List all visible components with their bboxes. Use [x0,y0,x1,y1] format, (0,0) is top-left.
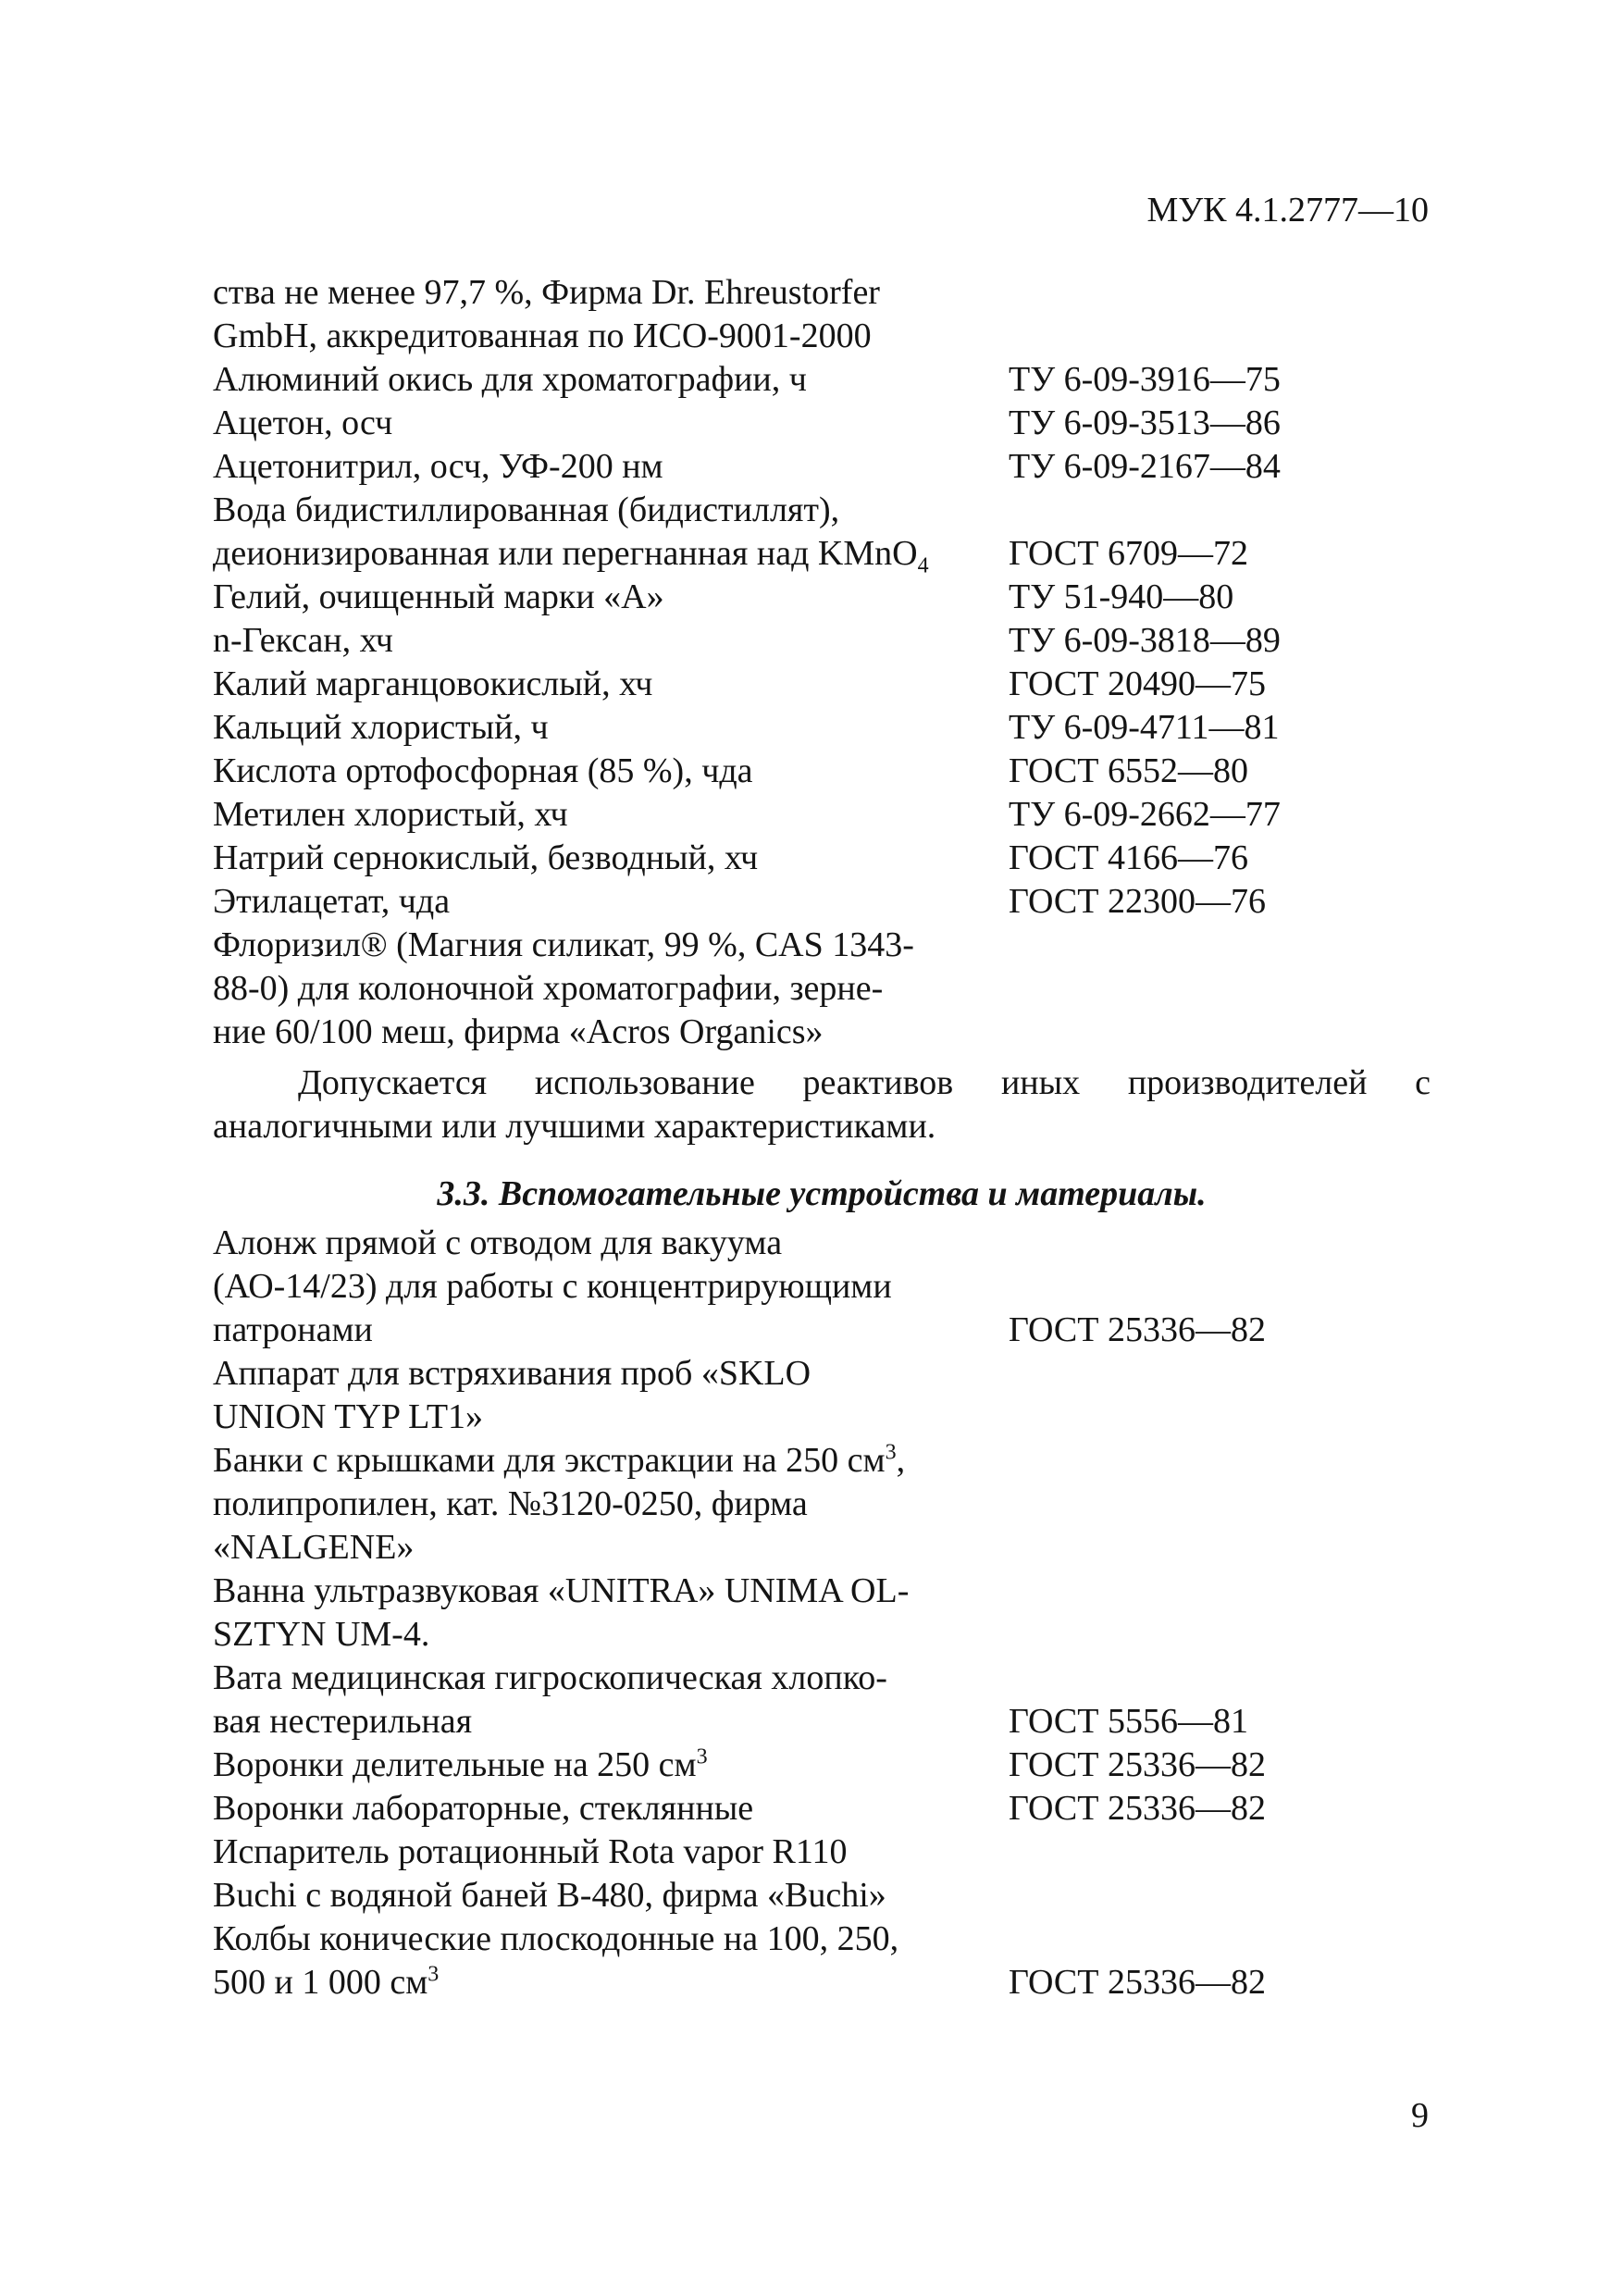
equipment-line [213,1439,1434,1483]
equipment-line [213,1222,1434,1265]
reagent-standard: ГОСТ 22300—76 [1009,882,1266,921]
reagent-line [213,706,1434,750]
equipment-line [213,1700,1434,1744]
equipment-line [213,1483,1434,1526]
reagent-name: Кислота ортофосфорная (85 %), чда [213,751,753,790]
reagent-line [213,619,1434,663]
equipment-name: Алонж прямой с отводом для вакуума [213,1223,783,1262]
equipment-name-with-superscript [213,1439,905,1483]
reagents-list [213,271,1434,1054]
equipment-line [213,1352,1434,1396]
trailing-punctuation: , [896,1441,906,1480]
reagent-line [213,576,1434,619]
reagent-standard: ГОСТ 6552—80 [1009,751,1248,790]
reagent-line [213,793,1434,837]
reagent-standard: ГОСТ 4166—76 [1009,838,1248,877]
reagent-line [213,663,1434,706]
reagent-name: n-Гексан, хч [213,621,393,660]
reagent-name: Ацетон, осч [213,403,393,442]
equipment-name: Банки с крышками для экстракции на 250 см [213,1441,886,1480]
reagent-name: ние 60/100 меш, фирма «Acros Organics» [213,1012,824,1051]
reagent-standard: ГОСТ 20490—75 [1009,664,1266,703]
reagent-name: Вода бидистиллированная (бидистиллят), [213,490,840,529]
reagent-name-with-subscript [213,532,929,576]
equipment-line [213,1961,1434,2004]
reagent-name: Алюминий окись для хроматографии, ч [213,360,807,399]
reagent-line [213,880,1434,924]
equipment-list [213,1222,1434,2004]
reagent-line [213,924,1434,967]
reagent-name: Флоризил® (Магния силикат, 99 %, CAS 1343- [213,925,914,964]
equipment-name-with-superscript [213,1961,439,2004]
equipment-name: Аппарат для встряхивания проб «SKLO [213,1354,812,1393]
reagent-name: Ацетонитрил, осч, УФ-200 нм [213,447,663,486]
equipment-line [213,1526,1434,1570]
equipment-name: 500 и 1 000 см [213,1963,428,2002]
reagent-standard: ТУ 6-09-3513—86 [1009,403,1281,442]
equipment-name: «NALGENE» [213,1528,415,1567]
reagent-standard: ТУ 6-09-2167—84 [1009,447,1281,486]
equipment-name: вая нестерильная [213,1702,473,1741]
reagent-name: Гелий, очищенный марки «А» [213,577,664,616]
subscript: 4 [917,553,929,578]
equipment-name: полипропилен, кат. №3120-0250, фирма [213,1484,808,1523]
reagent-standard: ТУ 6-09-3916—75 [1009,360,1281,399]
equipment-name: Колбы конические плоскодонные на 100, 250, [213,1919,899,1958]
reagent-name: Натрий сернокислый, безводный, хч [213,838,759,877]
equipment-line [213,1265,1434,1309]
equipment-standard: ГОСТ 25336—82 [1009,1310,1266,1349]
equipment-name: Buchi с водяной баней B-480, фирма «Buchi» [213,1876,886,1915]
equipment-line [213,1744,1434,1787]
equipment-name: Воронки делительные на 250 см [213,1745,697,1784]
equipment-name: (АО-14/23) для работы с концентрирующими [213,1267,892,1306]
equipment-name: Испаритель ротационный Rota vapor R110 [213,1832,848,1871]
reagent-standard: ТУ 51-940—80 [1009,577,1234,616]
equipment-standard: ГОСТ 25336—82 [1009,1789,1266,1828]
reagent-line [213,271,1434,315]
reagent-standard: ГОСТ 6709—72 [1009,534,1248,573]
equipment-line [213,1570,1434,1613]
reagent-line [213,837,1434,880]
reagent-line [213,445,1434,489]
equipment-line [213,1396,1434,1439]
reagents-note-paragraph: Допускается использование реактивов иных производителей с аналогичными или лучшими характеристиками. [213,1063,1431,1146]
equipment-line [213,1309,1434,1352]
reagent-line [213,1011,1434,1054]
reagent-name: ства не менее 97,7 %, Фирма Dr. Ehreustorfer [213,273,880,312]
equipment-standard: ГОСТ 25336—82 [1009,1963,1266,2002]
equipment-name: Воронки лабораторные, стеклянные [213,1789,754,1828]
page-number: 9 [1411,2096,1429,2135]
equipment-name: UNION TYP LT1» [213,1397,484,1436]
equipment-name: SZTYN UM-4. [213,1615,430,1654]
superscript: 3 [427,1962,440,1987]
reagent-line [213,532,1434,576]
equipment-name: Ванна ультразвуковая «UNITRA» UNIMA OL- [213,1571,910,1610]
reagent-line [213,402,1434,445]
reagent-standard: ТУ 6-09-4711—81 [1009,708,1280,747]
equipment-line [213,1917,1434,1961]
equipment-line [213,1657,1434,1700]
reagent-line [213,315,1434,358]
reagent-line [213,358,1434,402]
section-heading: 3.3. Вспомогательные устройства и материалы. [437,1174,1207,1213]
reagent-name: Калий марганцовокислый, хч [213,664,653,703]
equipment-standard: ГОСТ 5556—81 [1009,1702,1248,1741]
equipment-line [213,1787,1434,1831]
reagent-line [213,967,1434,1011]
reagent-standard: ТУ 6-09-2662—77 [1009,795,1281,834]
reagent-name: Кальций хлористый, ч [213,708,549,747]
equipment-line [213,1613,1434,1657]
equipment-line [213,1831,1434,1874]
reagent-standard: ТУ 6-09-3818—89 [1009,621,1281,660]
running-header: МУК 4.1.2777—10 [1146,191,1429,230]
equipment-name: Вата медицинская гигроскопическая хлопко- [213,1658,887,1697]
equipment-name-with-superscript [213,1744,708,1787]
reagent-name: 88-0) для колоночной хроматографии, зерне- [213,969,884,1008]
equipment-standard: ГОСТ 25336—82 [1009,1745,1266,1784]
reagent-line [213,489,1434,532]
reagent-name: Метилен хлористый, хч [213,795,568,834]
equipment-line [213,1874,1434,1917]
reagent-name: Этилацетат, чда [213,882,451,921]
reagent-name: GmbH, аккредитованная по ИСО-9001-2000 [213,316,872,355]
reagent-name: деионизированная или перегнанная над KMnO [213,534,918,573]
reagent-line [213,750,1434,793]
equipment-name: патронами [213,1310,373,1349]
superscript: 3 [696,1744,708,1769]
superscript: 3 [885,1440,897,1465]
